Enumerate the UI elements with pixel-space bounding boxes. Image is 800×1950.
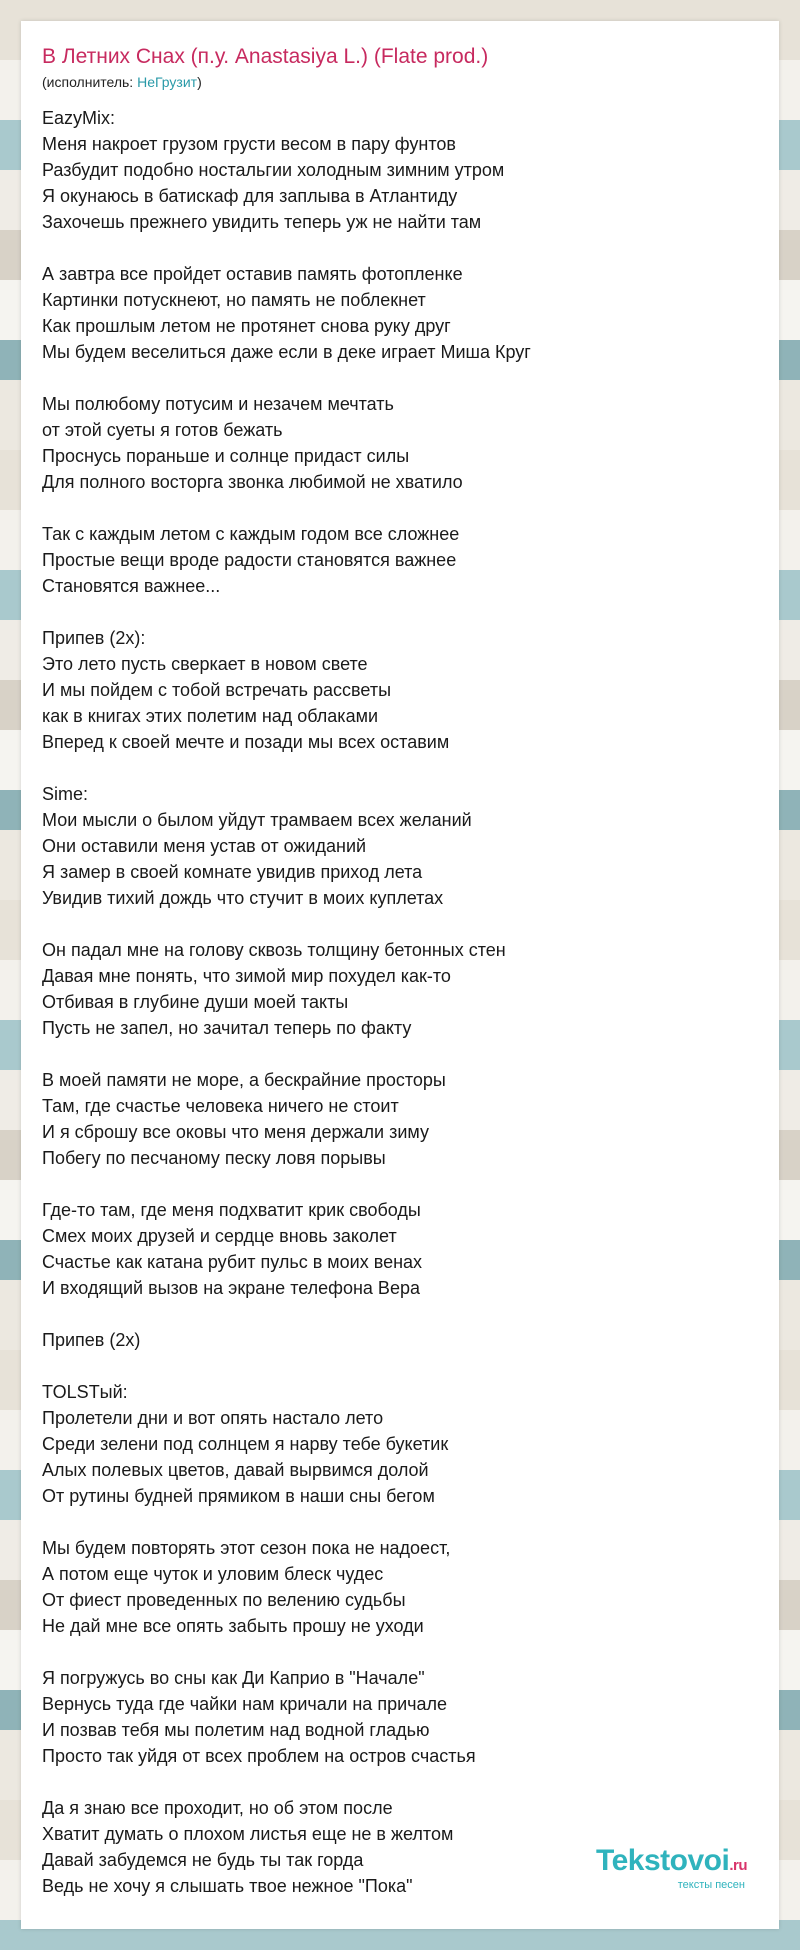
lyric-blank-line (42, 1041, 762, 1067)
lyric-blank-line (42, 599, 762, 625)
lyric-line: И позвав тебя мы полетим над водной гладью (42, 1720, 430, 1740)
lyric-line: Я погружусь во сны как Ди Каприо в "Начале" (42, 1668, 425, 1688)
lyric-blank-line (42, 495, 762, 521)
logo-tagline: тексты песен (677, 1879, 745, 1891)
lyric-line: Вперед к своей мечте и позади мы всех оставим (42, 732, 450, 752)
lyric-line: От фиест проведенных по велению судьбы (42, 1590, 406, 1610)
lyric-blank-line (42, 1353, 762, 1379)
lyric-line: Картинки потускнеют, но память не поблекнет (42, 290, 426, 310)
site-logo[interactable] (596, 1846, 747, 1891)
lyric-line: От рутины будней прямиком в наши сны бегом (42, 1486, 435, 1506)
lyric-line: Разбудит подобно ностальгии холодным зимним утром (42, 160, 505, 180)
lyric-blank-line (42, 911, 762, 937)
lyric-line: Меня накроет грузом грусти весом в пару фунтов (42, 134, 456, 154)
lyric-line: Припев (2x) (42, 1330, 141, 1350)
lyric-line: Мои мысли о былом уйдут трамваем всех желаний (42, 810, 472, 830)
lyric-line: Давай забудемся не будь ты так горда (42, 1850, 364, 1870)
lyric-line: Да я знаю все проходит, но об этом после (42, 1798, 393, 1818)
lyric-line: Так с каждым летом с каждым годом все сложнее (42, 524, 460, 544)
lyric-line: от этой суеты я готов бежать (42, 420, 283, 440)
lyric-line: Там, где счастье человека ничего не стоит (42, 1096, 399, 1116)
lyric-line: В моей памяти не море, а бескрайние просторы (42, 1070, 446, 1090)
lyric-blank-line (42, 1639, 762, 1665)
lyric-line: Счастье как катана рубит пульс в моих венах (42, 1252, 423, 1272)
lyric-line: EazyMix: (42, 108, 116, 128)
lyric-line: Простые вещи вроде радости становятся важнее (42, 550, 457, 570)
lyric-line: Захочешь прежнего увидить теперь уж не найти там (42, 212, 482, 232)
lyric-line: И мы пойдем с тобой встречать рассветы (42, 680, 392, 700)
lyric-blank-line (42, 1301, 762, 1327)
lyric-blank-line (42, 235, 762, 261)
lyric-line: как в книгах этих полетим над облаками (42, 706, 379, 726)
lyrics-text (42, 105, 762, 1899)
lyric-line: Среди зелени под солнцем я нарву тебе букетик (42, 1434, 449, 1454)
lyric-line: Я замер в своей комнате увидив приход лета (42, 862, 423, 882)
logo-main-text: Tekstovoi (596, 1844, 730, 1877)
lyric-line: Мы полюбому потусим и незачем мечтать (42, 394, 394, 414)
lyric-line: Смех моих друзей и сердце вновь заколет (42, 1226, 397, 1246)
lyric-line: Проснусь пораньше и солнце придаст силы (42, 446, 410, 466)
lyric-line: Просто так уйдя от всех проблем на остров счастья (42, 1746, 476, 1766)
artist-prefix: (исполнитель: (42, 74, 138, 90)
lyrics-card (21, 21, 779, 1929)
lyric-line: А потом еще чуток и уловим блеск чудес (42, 1564, 384, 1584)
logo-domain: .ru (729, 1857, 747, 1874)
lyric-line: Он падал мне на голову сквозь толщину бетонных стен (42, 940, 506, 960)
lyric-blank-line (42, 365, 762, 391)
lyric-line: Где-то там, где меня подхватит крик свободы (42, 1200, 421, 1220)
lyric-blank-line (42, 1509, 762, 1535)
lyric-line: Они оставили меня устав от ожиданий (42, 836, 367, 856)
lyric-line: Ведь не хочу я слышать твое нежное "Пока" (42, 1876, 413, 1896)
lyric-line: Мы будем веселиться даже если в деке играет Миша Круг (42, 342, 531, 362)
lyric-blank-line (42, 1171, 762, 1197)
lyric-line: И входящий вызов на экране телефона Вера (42, 1278, 420, 1298)
lyric-line: Становятся важнее... (42, 576, 221, 596)
lyric-line: Как прошлым летом не протянет снова руку друг (42, 316, 451, 336)
lyric-line: TOLSTый: (42, 1382, 128, 1402)
lyric-line: Это лето пусть сверкает в новом свете (42, 654, 368, 674)
artist-line (42, 74, 202, 90)
artist-suffix: ) (197, 74, 202, 90)
lyric-line: Мы будем повторять этот сезон пока не надоест, (42, 1538, 451, 1558)
lyric-line: А завтра все пройдет оставив память фотопленке (42, 264, 463, 284)
lyric-line: Увидив тихий дождь что стучит в моих куплетах (42, 888, 444, 908)
artist-link[interactable]: НеГрузит (137, 74, 198, 90)
lyric-line: Пролетели дни и вот опять настало лето (42, 1408, 384, 1428)
lyric-line: Побегу по песчаному песку ловя порывы (42, 1148, 386, 1168)
lyric-line: Вернусь туда где чайки нам кричали на причале (42, 1694, 448, 1714)
lyric-line: Для полного восторга звонка любимой не хватило (42, 472, 463, 492)
lyric-line: Sime: (42, 784, 89, 804)
lyric-line: Пусть не запел, но зачитал теперь по факту (42, 1018, 412, 1038)
song-title: В Летних Снах (п.у. Anastasiya L.) (Flate prod.) (42, 45, 489, 68)
lyric-blank-line (42, 1769, 762, 1795)
lyric-line: Припев (2x): (42, 628, 146, 648)
lyric-line: Я окунаюсь в батискаф для заплыва в Атлантиду (42, 186, 458, 206)
lyric-blank-line (42, 755, 762, 781)
lyric-line: Давая мне понять, что зимой мир похудел как-то (42, 966, 451, 986)
lyric-line: Отбивая в глубине души моей такты (42, 992, 349, 1012)
lyric-line: Хватит думать о плохом листья еще не в желтом (42, 1824, 454, 1844)
lyric-line: Не дай мне все опять забыть прошу не уходи (42, 1616, 424, 1636)
lyric-line: Алых полевых цветов, давай вырвимся долой (42, 1460, 429, 1480)
lyric-line: И я сброшу все оковы что меня держали зиму (42, 1122, 429, 1142)
